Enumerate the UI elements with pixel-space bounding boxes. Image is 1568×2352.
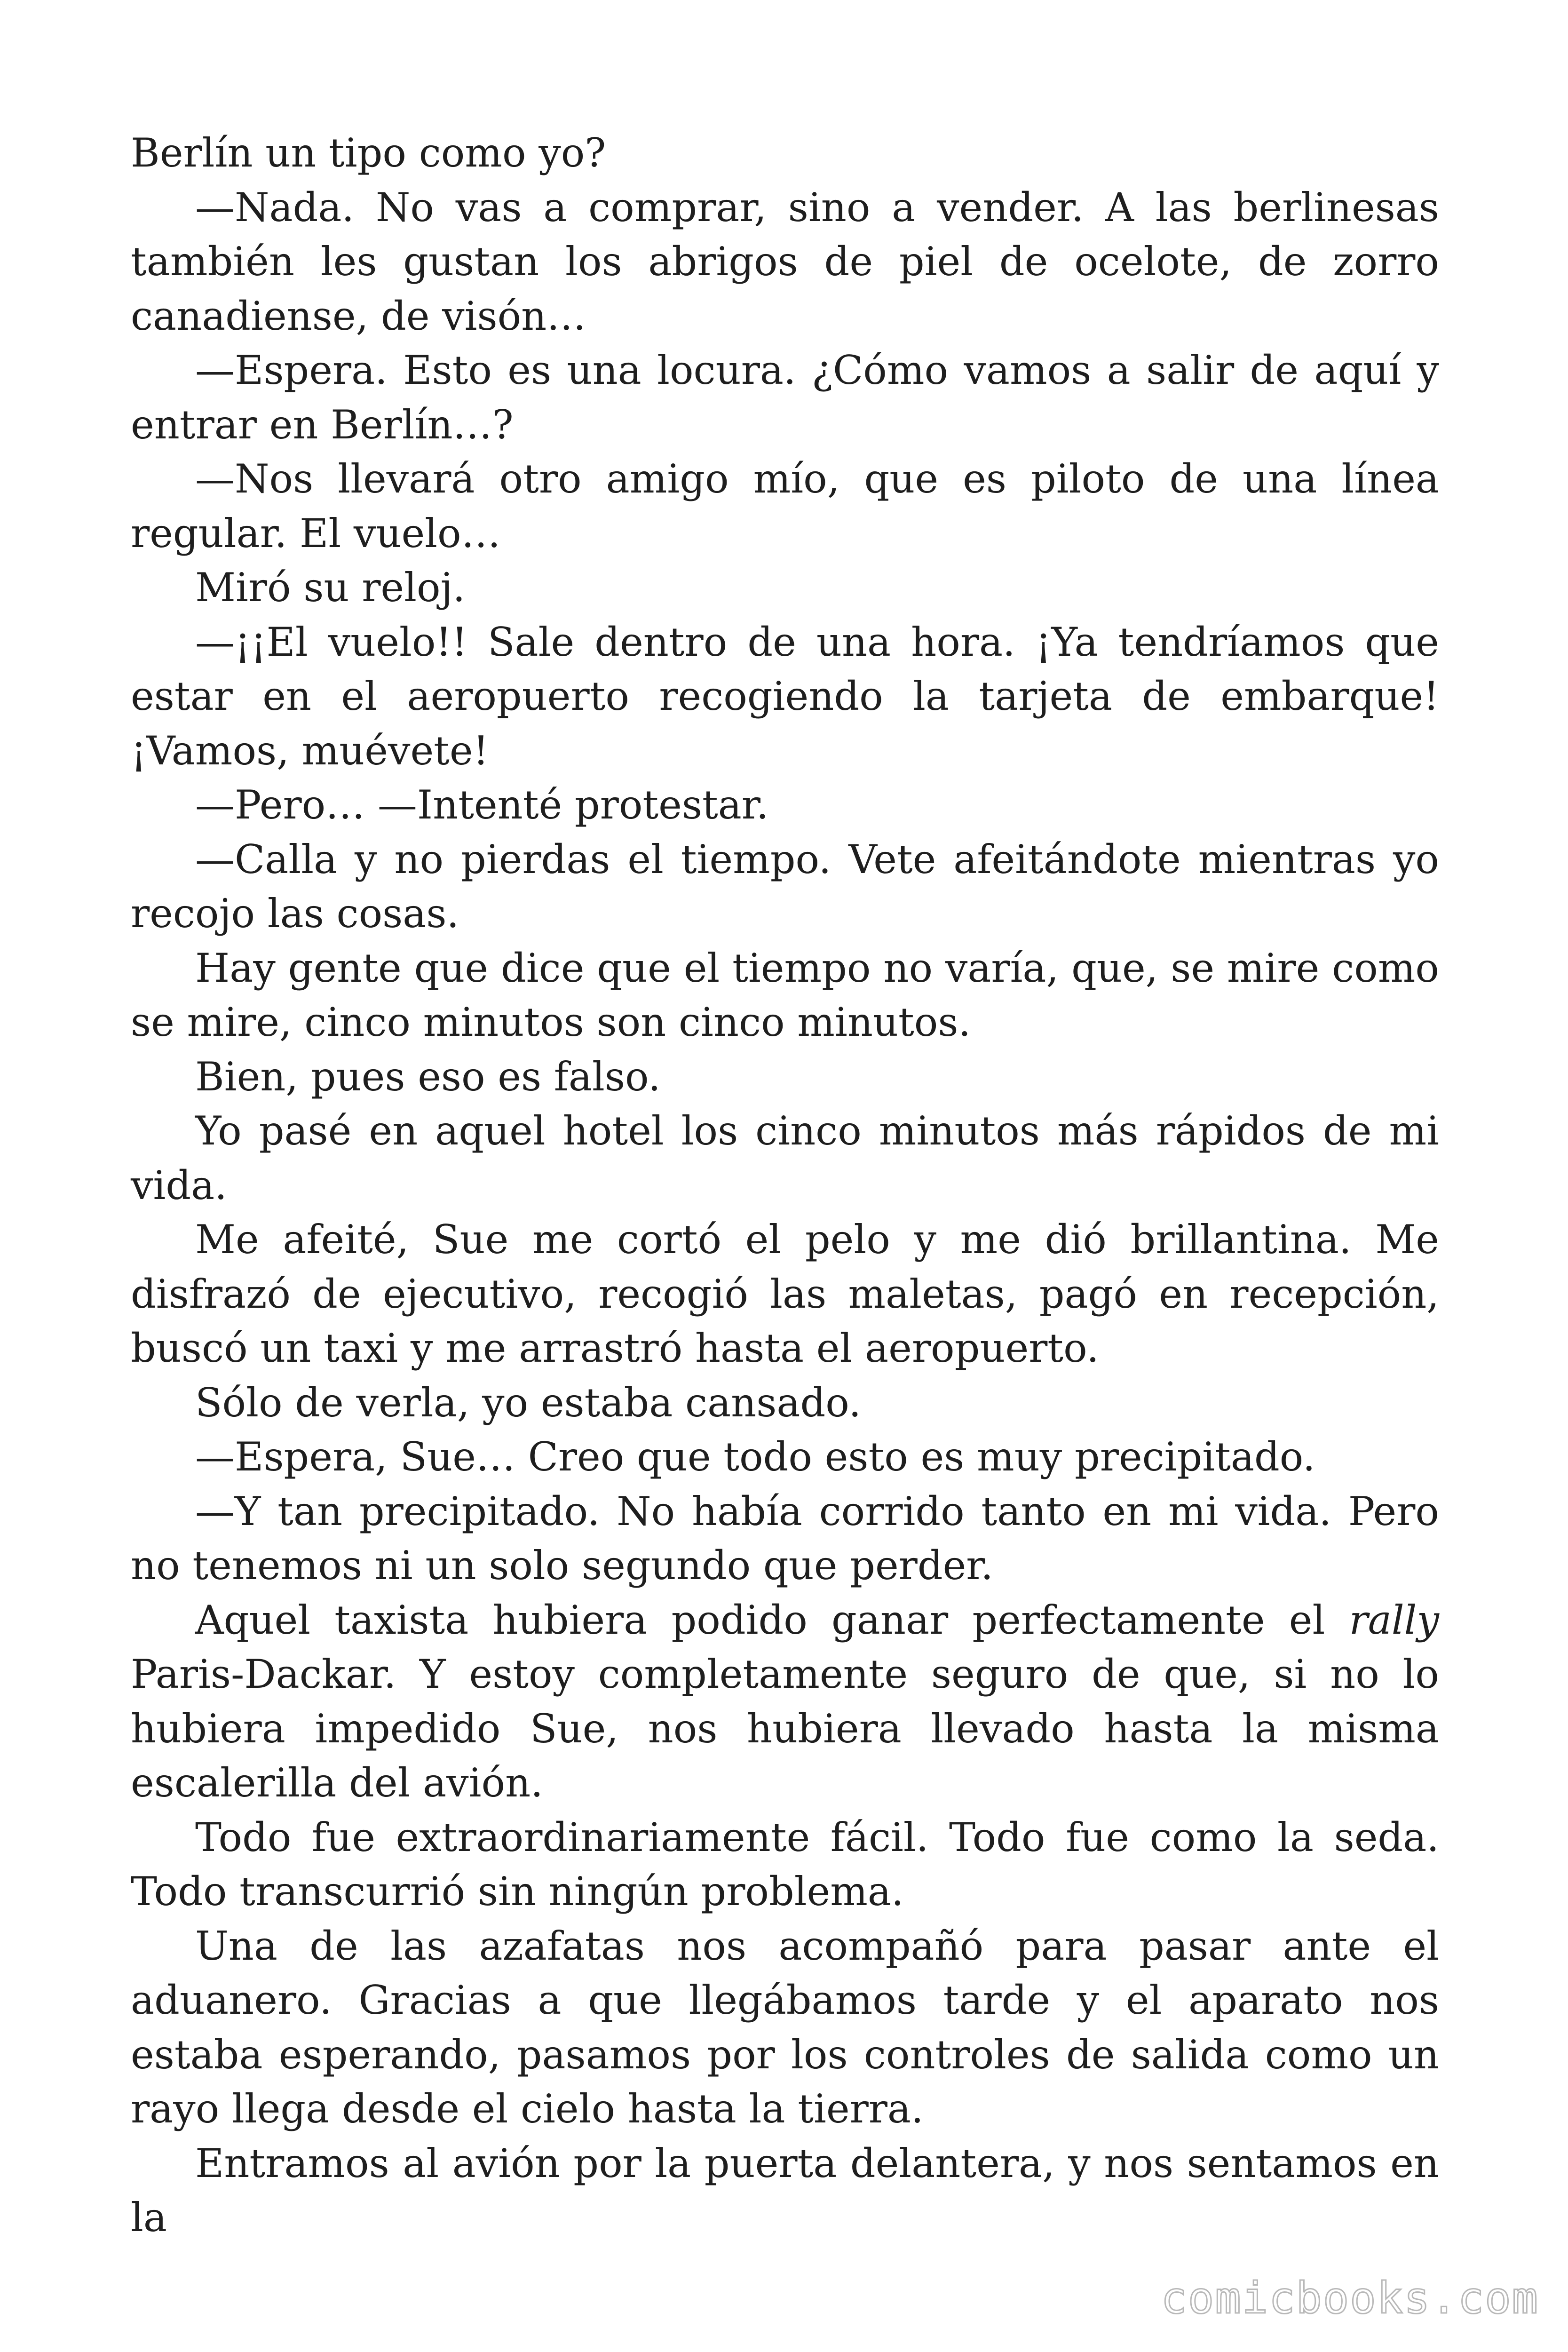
paragraph: —Nos llevará otro amigo mío, que es piloto de una línea regular. El vuelo…	[131, 456, 1439, 556]
paragraph-text: Paris-Dackar. Y estoy completamente seguro de que, si no lo hubiera impedido Sue, nos hubiera llevado hasta la misma escalerilla del avión.	[131, 1651, 1439, 1806]
paragraph: Bien, pues eso es falso.	[195, 1053, 661, 1100]
paragraph: Berlín un tipo como yo?	[131, 130, 606, 176]
paragraph: —¡¡El vuelo!! Sale dentro de una hora. ¡Ya tendríamos que estar en el aeropuerto recogiendo la tarjeta de embarque! ¡Vamos, muévete!	[131, 619, 1439, 774]
paragraph: Entramos al avión por la puerta delantera, y nos sentamos en la	[131, 2140, 1439, 2241]
paragraph: —Pero… —Intenté protestar.	[195, 782, 769, 828]
paragraph: —Espera, Sue… Creo que todo esto es muy precipitado.	[195, 1434, 1315, 1480]
paragraph: Hay gente que dice que el tiempo no varía, que, se mire como se mire, cinco minutos son cinco minutos.	[131, 945, 1439, 1045]
paragraph: Yo pasé en aquel hotel los cinco minutos más rápidos de mi vida.	[131, 1108, 1439, 1208]
paragraph-text: Aquel taxista hubiera podido ganar perfectamente el	[195, 1597, 1349, 1643]
paragraph	[131, 1593, 1439, 1811]
paragraph: —Nada. No vas a comprar, sino a vender. A las berlinesas también les gustan los abrigos de piel de ocelote, de zorro canadiense, de visón…	[131, 184, 1439, 339]
body-text	[131, 126, 1439, 2245]
paragraph: —Y tan precipitado. No había corrido tanto en mi vida. Pero no tenemos ni un solo segundo que perder.	[131, 1488, 1439, 1589]
watermark: comicbooks.com	[1161, 2273, 1539, 2323]
paragraph: Sólo de verla, yo estaba cansado.	[195, 1379, 862, 1426]
paragraph: Todo fue extraordinariamente fácil. Todo fue como la seda. Todo transcurrió sin ningún problema.	[131, 1814, 1439, 1915]
paragraph: —Calla y no pierdas el tiempo. Vete afeitándote mientras yo recojo las cosas.	[131, 836, 1439, 937]
paragraph: Miró su reloj.	[195, 564, 466, 611]
paragraph: Una de las azafatas nos acompañó para pasar ante el aduanero. Gracias a que llegábamos tarde y el aparato nos estaba esperando, pasamos por los controles de salida como un rayo llega desde el cielo hasta la tierra.	[131, 1923, 1439, 2132]
italic-word: rally	[1349, 1597, 1439, 1643]
paragraph: —Espera. Esto es una locura. ¿Cómo vamos a salir de aquí y entrar en Berlín…?	[131, 347, 1439, 448]
paragraph: Me afeité, Sue me cortó el pelo y me dió brillantina. Me disfrazó de ejecutivo, recogió las maletas, pagó en recepción, buscó un taxi y me arrastró hasta el aeropuerto.	[131, 1216, 1439, 1371]
